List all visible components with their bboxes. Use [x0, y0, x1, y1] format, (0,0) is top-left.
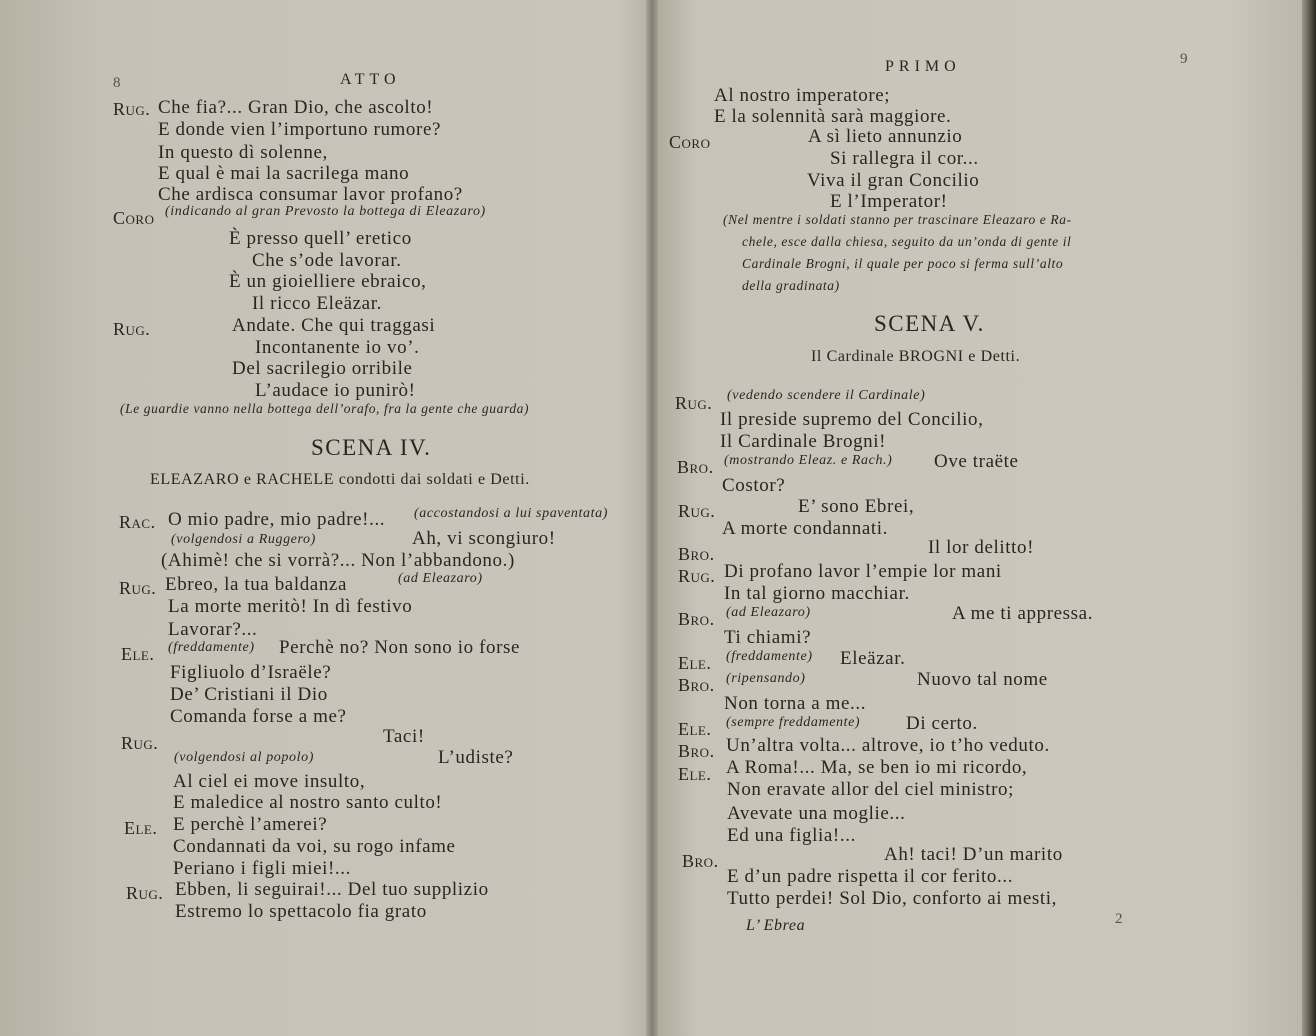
speaker: Rug.	[678, 501, 716, 521]
speaker: Bro.	[678, 675, 715, 695]
verse-line: De’ Cristiani il Dio	[170, 684, 328, 705]
speaker: Ele.	[678, 764, 712, 784]
speaker: Rug.	[119, 578, 157, 598]
scene-cast: ELEAZARO e RACHELE condotti dai soldati e Detti.	[150, 471, 530, 488]
verse-line: Ebben, li seguirai!... Del tuo supplizio	[175, 879, 489, 900]
verse-line: Al ciel ei move insulto,	[173, 771, 366, 792]
verse-line: Il ricco Eleäzar.	[252, 293, 382, 314]
speaker: Bro.	[682, 851, 719, 871]
verse-line: A morte condannati.	[722, 518, 888, 539]
verse-line: Ed una figlia!...	[727, 825, 856, 846]
page-number: 9	[1180, 51, 1189, 67]
verse-line: Periano i figli miei!...	[173, 858, 351, 879]
speaker: Coro	[669, 132, 711, 152]
verse-line: Del sacrilegio orribile	[232, 358, 413, 379]
speaker: Rug.	[675, 393, 713, 413]
speaker: Rug.	[113, 99, 151, 119]
verse-line: Che ardisca consumar lavor profano?	[158, 184, 463, 205]
stage-direction: (volgendosi a Ruggero)	[171, 532, 316, 547]
stage-direction: (Nel mentre i soldati stanno per trascinare Eleazaro e Ra-	[723, 212, 1072, 227]
verse-line: E’ sono Ebrei,	[798, 496, 915, 517]
stage-direction: (indicando al gran Prevosto la bottega di Eleazaro)	[165, 204, 486, 219]
verse-line: Viva il gran Concilio	[807, 170, 980, 191]
stage-direction: (ad Eleazaro)	[398, 571, 483, 586]
speaker: Bro.	[677, 457, 714, 477]
stage-direction: Cardinale Brogni, il quale per poco si ferma sull’alto	[742, 256, 1064, 271]
right-page	[656, 0, 1302, 1036]
stage-direction: (ripensando)	[726, 671, 806, 686]
verse-line: E l’Imperator!	[830, 191, 948, 212]
scene-title: SCENA V.	[874, 311, 985, 336]
verse-line: Figliuolo d’Israële?	[170, 662, 332, 683]
verse-line: L’audace io punirò!	[255, 380, 416, 401]
verse-line: Tutto perdei! Sol Dio, conforto ai mesti,	[727, 888, 1057, 909]
verse-line: Ove traëte	[934, 451, 1019, 472]
verse-line: Ebreo, la tua baldanza	[165, 574, 348, 595]
verse-line: L’udiste?	[438, 747, 514, 768]
left-page	[0, 0, 651, 1036]
verse-line: E qual è mai la sacrilega mano	[158, 163, 410, 184]
verse-line: In questo dì solenne,	[158, 142, 328, 163]
stage-direction: chele, esce dalla chiesa, seguito da un’onda di gente il	[742, 234, 1072, 249]
stage-direction: (mostrando Eleaz. e Rach.)	[724, 453, 893, 468]
speaker: Rug.	[121, 733, 159, 753]
verse-line: Di certo.	[906, 713, 978, 734]
scene-title: SCENA IV.	[311, 435, 432, 460]
stage-direction: (freddamente)	[726, 649, 813, 664]
speaker: Ele.	[121, 644, 155, 664]
verse-line: Si rallegra il cor...	[830, 148, 979, 169]
stage-direction: (Le guardie vanno nella bottega dell’orafo, fra la gente che guarda)	[120, 401, 530, 416]
scene-cast: Il Cardinale BROGNI e Detti.	[811, 348, 1021, 365]
verse-line: Perchè no? Non sono io forse	[279, 637, 521, 658]
speaker: Bro.	[678, 609, 715, 629]
verse-line: Il Cardinale Brogni!	[720, 431, 887, 452]
speaker: Rug.	[113, 319, 151, 339]
verse-line: E la solennità sarà maggiore.	[714, 106, 952, 127]
verse-line: Non torna a me...	[724, 693, 867, 714]
verse-line: Avevate una moglie...	[727, 803, 906, 824]
verse-line: È presso quell’ eretico	[229, 228, 412, 249]
verse-line: Comanda forse a me?	[170, 706, 347, 727]
verse-line: E d’un padre rispetta il cor ferito...	[727, 866, 1014, 887]
verse-line: E maledice al nostro santo culto!	[173, 792, 443, 813]
speaker: Rug.	[678, 566, 716, 586]
verse-line: È un gioielliere ebraico,	[229, 271, 427, 292]
verse-line: Andate. Che qui traggasi	[232, 315, 436, 336]
verse-line: Costor?	[722, 475, 786, 496]
verse-line: Eleäzar.	[840, 648, 906, 669]
verse-line: Incontanente io vo’.	[255, 337, 420, 358]
speaker: Rug.	[126, 883, 164, 903]
running-head: ATTO	[340, 71, 401, 88]
running-head: PRIMO	[885, 58, 961, 75]
verse-line: Il lor delitto!	[928, 537, 1035, 558]
speaker: Ele.	[678, 719, 712, 739]
speaker: Ele.	[678, 653, 712, 673]
verse-line: Nuovo tal nome	[917, 669, 1048, 690]
stage-direction: (freddamente)	[168, 640, 255, 655]
speaker: Bro.	[678, 544, 715, 564]
verse-line: A sì lieto annunzio	[808, 126, 963, 147]
speaker: Bro.	[678, 741, 715, 761]
stage-direction: (accostandosi a lui spaventata)	[414, 506, 608, 521]
verse-line: A me ti appressa.	[952, 603, 1094, 624]
speaker: Rac.	[119, 512, 156, 532]
verse-line: La morte meritò! In dì festivo	[168, 596, 413, 617]
verse-line: Lavorar?...	[168, 619, 258, 640]
page-number: 8	[113, 75, 122, 91]
verse-line: Di profano lavor l’empie lor mani	[724, 561, 1002, 582]
verse-line: Ah, vi scongiuro!	[412, 528, 556, 549]
verse-line: Ah! taci! D’un marito	[884, 844, 1063, 865]
verse-line: E perchè l’amerei?	[173, 814, 328, 835]
speaker: Coro	[113, 208, 155, 228]
verse-line: Il preside supremo del Concilio,	[720, 409, 984, 430]
signature: L’ Ebrea	[746, 917, 806, 934]
verse-line: Un’altra volta... altrove, io t’ho veduto.	[726, 735, 1050, 756]
stage-direction: (volgendosi al popolo)	[174, 750, 314, 765]
verse-line: In tal giorno macchiar.	[724, 583, 910, 604]
verse-line: Al nostro imperatore;	[714, 85, 891, 106]
verse-line: Estremo lo spettacolo fia grato	[175, 901, 427, 922]
signature-number: 2	[1115, 911, 1124, 927]
verse-line: A Roma!... Ma, se ben io mi ricordo,	[726, 757, 1028, 778]
page-edge	[1302, 0, 1316, 1036]
stage-direction: della gradinata)	[742, 278, 840, 293]
stage-direction: (ad Eleazaro)	[726, 605, 811, 620]
verse-line: (Ahimè! che si vorrà?... Non l’abbandono.)	[161, 550, 515, 571]
verse-line: Che fia?... Gran Dio, che ascolto!	[158, 97, 434, 118]
verse-line: Che s’ode lavorar.	[252, 250, 402, 271]
verse-line: O mio padre, mio padre!...	[168, 509, 386, 530]
verse-line: Condannati da voi, su rogo infame	[173, 836, 456, 857]
verse-line: Non eravate allor del ciel ministro;	[727, 779, 1014, 800]
speaker: Ele.	[124, 818, 158, 838]
verse-line: Ti chiami?	[724, 627, 812, 648]
verse-line: E donde vien l’importuno rumore?	[158, 119, 442, 140]
stage-direction: (vedendo scendere il Cardinale)	[727, 388, 926, 403]
verse-line: Taci!	[383, 726, 425, 747]
stage-direction: (sempre freddamente)	[726, 715, 861, 730]
